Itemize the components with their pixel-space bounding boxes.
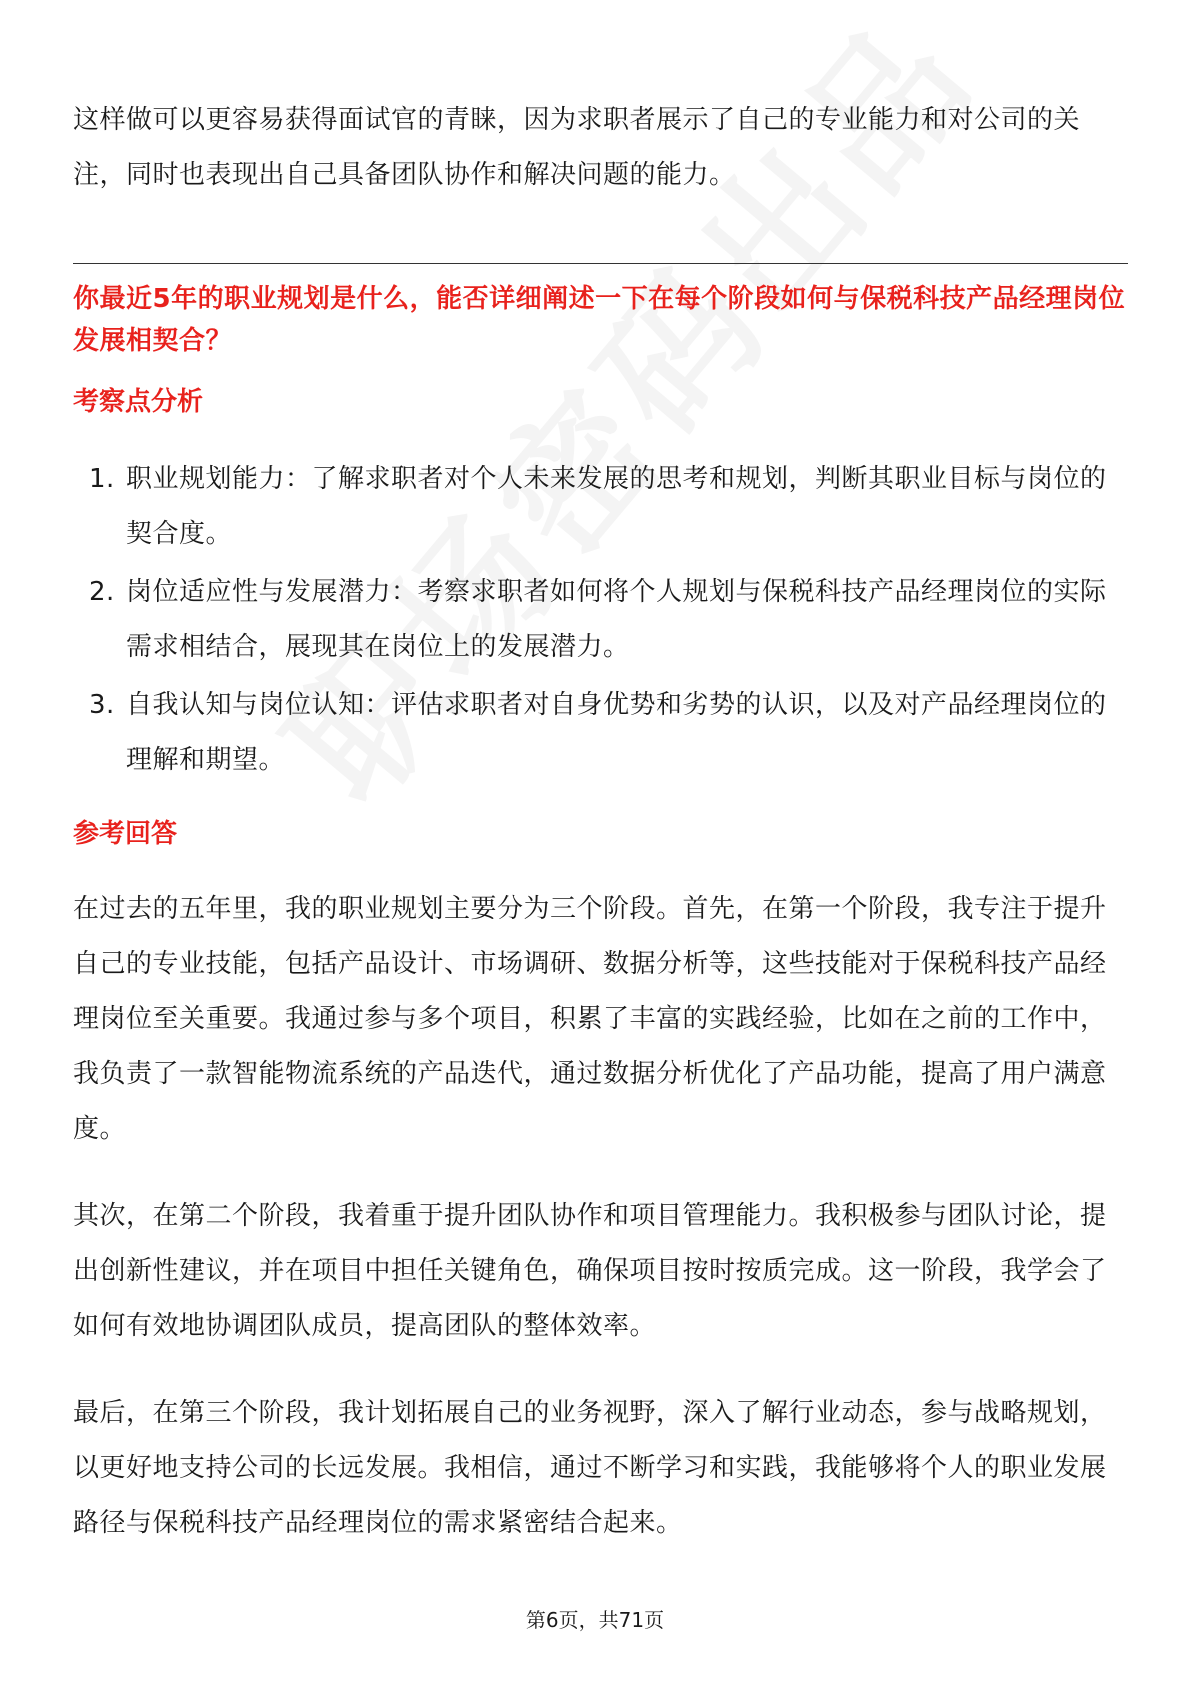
intro-paragraph: 这样做可以更容易获得面试官的青睐，因为求职者展示了自己的专业能力和对公司的关注，同时也表现出自己具备团队协作和解决问题的能力。 — [73, 105, 1081, 190]
list-item-text: 自我认知与岗位认知：评估求职者对自身优势和劣势的认识，以及对产品经理岗位的理解和期望。 — [126, 690, 1107, 775]
answer-paragraph: 在过去的五年里，我的职业规划主要分为三个阶段。首先，在第一个阶段，我专注于提升自己的专业技能，包括产品设计、市场调研、数据分析等，这些技能对于保税科技产品经理岗位至关重要。我通过参与多个项目，积累了丰富的实践经验，比如在之前的工作中，我负责了一款智能物流系统的产品迭代，通过数据分析优化了产品功能，提高了用户满意度。 — [73, 894, 1107, 1144]
answer-paragraph: 最后，在第三个阶段，我计划拓展自己的业务视野，深入了解行业动态，参与战略规划，以更好地支持公司的长远发展。我相信，通过不断学习和实践，我能够将个人的职业发展路径与保税科技产品经理岗位的需求紧密结合起来。 — [73, 1398, 1107, 1538]
question-heading: 你最近5年的职业规划是什么，能否详细阐述一下在每个阶段如何与保税科技产品经理岗位发展相契合？ — [73, 284, 1126, 356]
page-number: 第6页，共71页 — [525, 1608, 665, 1632]
analysis-points-list — [73, 452, 1128, 788]
list-item-number: 1. — [89, 464, 115, 494]
list-item-number: 3. — [89, 690, 115, 720]
list-item-text: 职业规划能力：了解求职者对个人未来发展的思考和规划，判断其职业目标与岗位的契合度。 — [126, 464, 1107, 549]
list-item — [73, 452, 1128, 562]
list-item — [73, 565, 1128, 675]
analysis-title: 考察点分析 — [73, 387, 204, 417]
list-item — [73, 678, 1128, 788]
answer-title: 参考回答 — [73, 819, 178, 849]
list-item-number: 2. — [89, 577, 115, 607]
page-content — [73, 93, 1128, 1551]
list-item-text: 岗位适应性与发展潜力：考察求职者如何将个人规划与保税科技产品经理岗位的实际需求相结合，展现其在岗位上的发展潜力。 — [126, 577, 1107, 662]
section-divider — [73, 263, 1128, 264]
answer-paragraph: 其次，在第二个阶段，我着重于提升团队协作和项目管理能力。我积极参与团队讨论，提出创新性建议，并在项目中担任关键角色，确保项目按时按质完成。这一阶段，我学会了如何有效地协调团队成员，提高团队的整体效率。 — [73, 1201, 1107, 1341]
